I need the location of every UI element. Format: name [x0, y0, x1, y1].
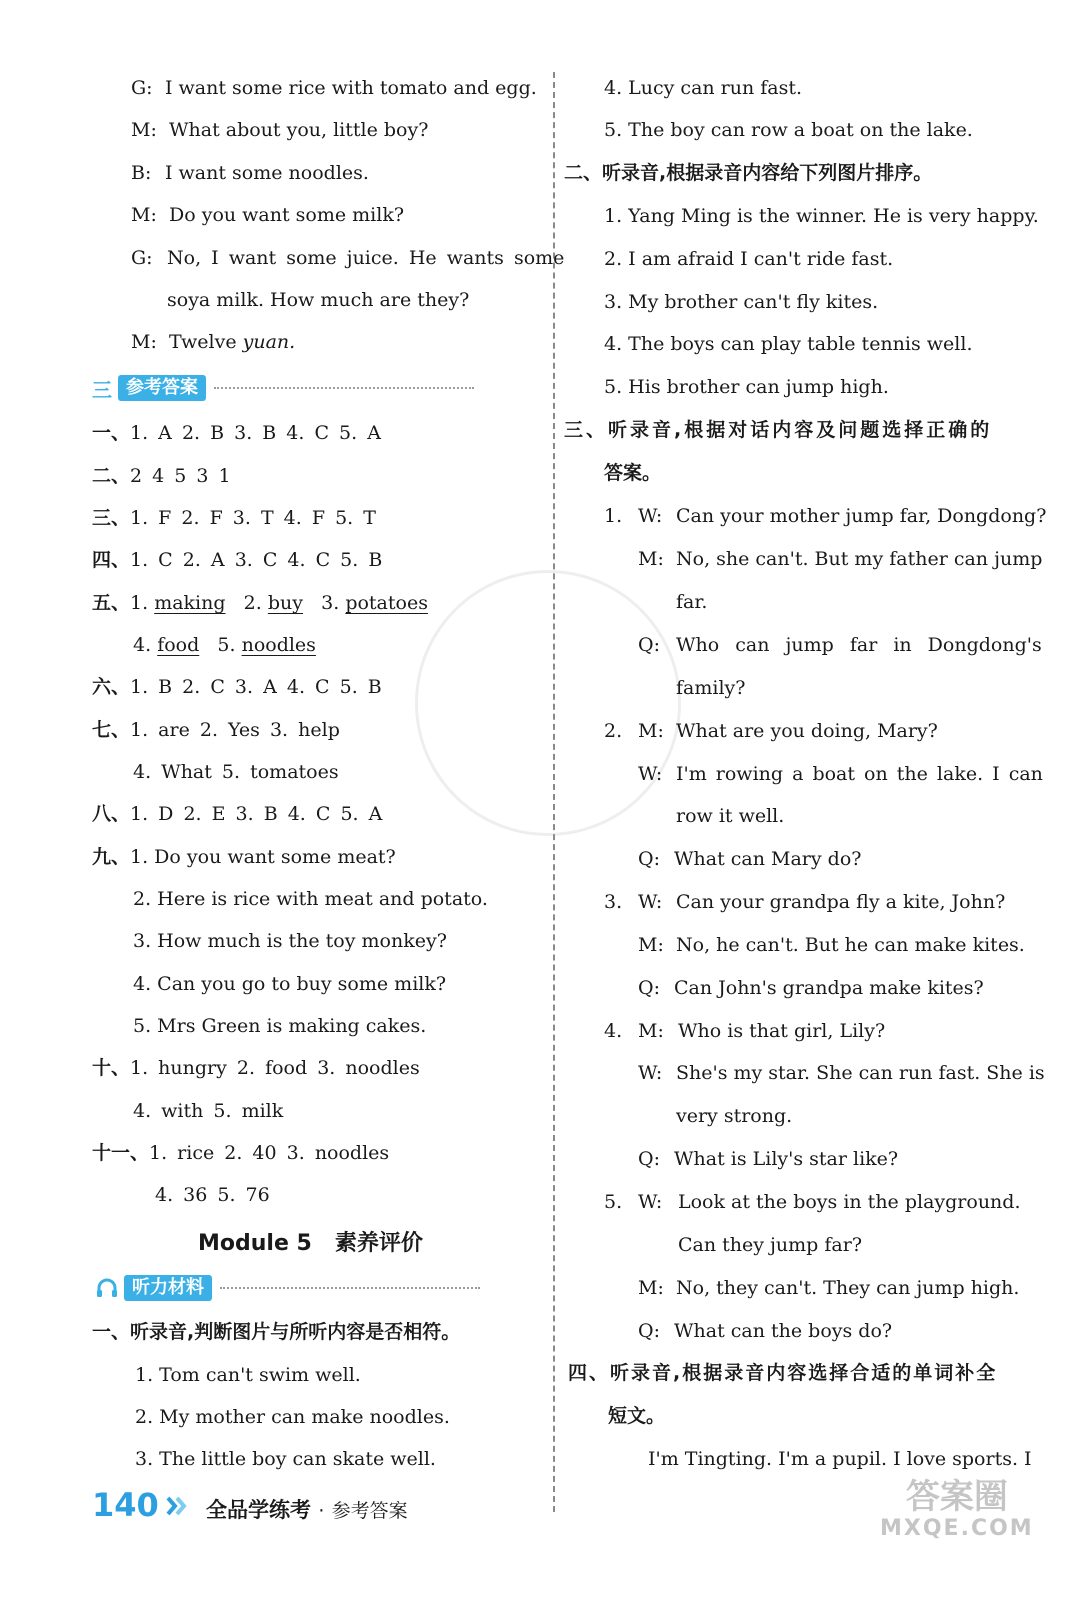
section-heading-cont: 短文。	[608, 1405, 666, 1427]
dialogue-line: M: Do you want some milk?	[131, 204, 405, 226]
dialogue-line: 4. M: Who is that girl, Lily?	[604, 1020, 886, 1042]
double-chevron-icon	[166, 1496, 188, 1516]
answer-line: 4. What 5. tomatoes	[133, 761, 339, 783]
answer-line: 六、1. B 2. C 3. A 4. C 5. B	[92, 676, 382, 698]
answer-line: 二、2 4 5 3 1	[92, 465, 231, 487]
answer-line: 八、1. D 2. E 3. B 4. C 5. A	[92, 803, 383, 825]
section-heading: 二、听录音,根据录音内容给下列图片排序。	[564, 162, 933, 184]
listening-section-tag	[96, 1274, 480, 1302]
section-heading: 三、听录音,根据对话内容及问题选择正确的	[564, 419, 993, 441]
dialogue-line: Q: What is Lily's star like?	[638, 1148, 899, 1170]
answer-line: 三、1. F 2. F 3. T 4. F 5. T	[92, 507, 376, 529]
listening-item: 4. Lucy can run fast.	[604, 77, 803, 99]
dialogue-line: Q: Who can jump far in Dongdong's	[638, 634, 1042, 656]
dialogue-line: 1. W: Can your mother jump far, Dongdong?	[604, 505, 1047, 527]
dialogue-line: row it well.	[676, 805, 785, 827]
dialogue-line: W: I'm rowing a boat on the lake. I can	[638, 763, 1043, 785]
answers-section-tag	[92, 374, 474, 402]
dialogue-line: family?	[676, 677, 746, 699]
dialogue-line: Q: What can the boys do?	[638, 1320, 893, 1342]
dialogue-line: M: No, he can't. But he can make kites.	[638, 934, 1025, 956]
answer-line: 3. How much is the toy monkey?	[133, 930, 447, 952]
answer-line: 五、1. making 2. buy 3. potatoes	[92, 592, 428, 614]
dialogue-line: 5. W: Look at the boys in the playground.	[604, 1191, 1021, 1213]
answer-line: 一、1. A 2. B 3. B 4. C 5. A	[92, 422, 381, 444]
listening-item: 5. The boy can row a boat on the lake.	[604, 119, 973, 141]
listening-item: 2. I am afraid I can't ride fast.	[604, 248, 894, 270]
listening-item: 5. His brother can jump high.	[604, 376, 889, 398]
answer-line: 5. Mrs Green is making cakes.	[133, 1015, 427, 1037]
dialogue-line: G: No, I want some juice. He wants some	[131, 247, 565, 269]
corner-watermark-logo: 答案圈 MXQE.COM	[880, 1477, 1034, 1541]
answer-line: 4. Can you go to buy some milk?	[133, 973, 447, 995]
dialogue-line: Q: What can Mary do?	[638, 848, 862, 870]
answer-line: 七、1. are 2. Yes 3. help	[92, 719, 340, 741]
listening-item: 3. The little boy can skate well.	[135, 1448, 436, 1470]
module-heading: Module 5 素养评价	[198, 1231, 423, 1256]
dialogue-line: 2. M: What are you doing, Mary?	[604, 720, 938, 742]
listening-item: 3. My brother can't fly kites.	[604, 291, 879, 313]
listening-item: 4. The boys can play table tennis well.	[604, 333, 973, 355]
answers-tag-number: 三	[92, 377, 112, 402]
answers-tag-label: 参考答案	[118, 375, 206, 401]
answer-line: 4. with 5. milk	[133, 1100, 284, 1122]
answer-line: 十、1. hungry 2. food 3. noodles	[92, 1057, 420, 1079]
dialogue-line: M: Twelve yuan.	[131, 331, 296, 353]
section-heading-cont: 答案。	[604, 462, 662, 484]
dialogue-line: very strong.	[676, 1105, 793, 1127]
dialogue-line: Q: Can John's grandpa make kites?	[638, 977, 984, 999]
dialogue-line: soya milk. How much are they?	[167, 289, 470, 311]
answer-line: 十一、1. rice 2. 40 3. noodles	[92, 1142, 390, 1164]
dotted-rule	[214, 387, 474, 389]
listening-item: 1. Yang Ming is the winner. He is very happy.	[604, 205, 1039, 227]
section-heading: 一、听录音,判断图片与所听内容是否相符。	[92, 1321, 461, 1343]
listening-tag-label: 听力材料	[124, 1275, 212, 1301]
paragraph-text: I'm Tingting. I'm a pupil. I love sports. I	[648, 1448, 1032, 1470]
stamp-watermark	[415, 570, 681, 836]
dialogue-line: 3. W: Can your grandpa fly a kite, John?	[604, 891, 1006, 913]
answer-line: 4. 36 5. 76	[155, 1184, 270, 1206]
dialogue-line: Can they jump far?	[678, 1234, 863, 1256]
listening-item: 2. My mother can make noodles.	[135, 1406, 450, 1428]
dialogue-line: W: She's my star. She can run fast. She is	[638, 1062, 1045, 1084]
book-title: 全品学练考 · 参考答案	[206, 1498, 408, 1522]
answer-line: 4. food 5. noodles	[133, 634, 316, 656]
page-number: 140	[92, 1486, 159, 1524]
dialogue-line: B: I want some noodles.	[131, 162, 369, 184]
listening-item: 1. Tom can't swim well.	[135, 1364, 361, 1386]
answer-line: 2. Here is rice with meat and potato.	[133, 888, 488, 910]
dialogue-line: G: I want some rice with tomato and egg.	[131, 77, 537, 99]
section-heading: 四、听录音,根据录音内容选择合适的单词补全	[568, 1362, 998, 1384]
answer-line: 四、1. C 2. A 3. C 4. C 5. B	[92, 549, 383, 571]
answer-line: 九、1. Do you want some meat?	[92, 846, 396, 868]
dotted-rule	[220, 1287, 480, 1289]
dialogue-line: far.	[676, 591, 708, 613]
dialogue-line: M: No, they can't. They can jump high.	[638, 1277, 1020, 1299]
headphones-icon	[96, 1278, 118, 1298]
dialogue-line: M: What about you, little boy?	[131, 119, 429, 141]
dialogue-line: M: No, she can't. But my father can jump	[638, 548, 1043, 570]
